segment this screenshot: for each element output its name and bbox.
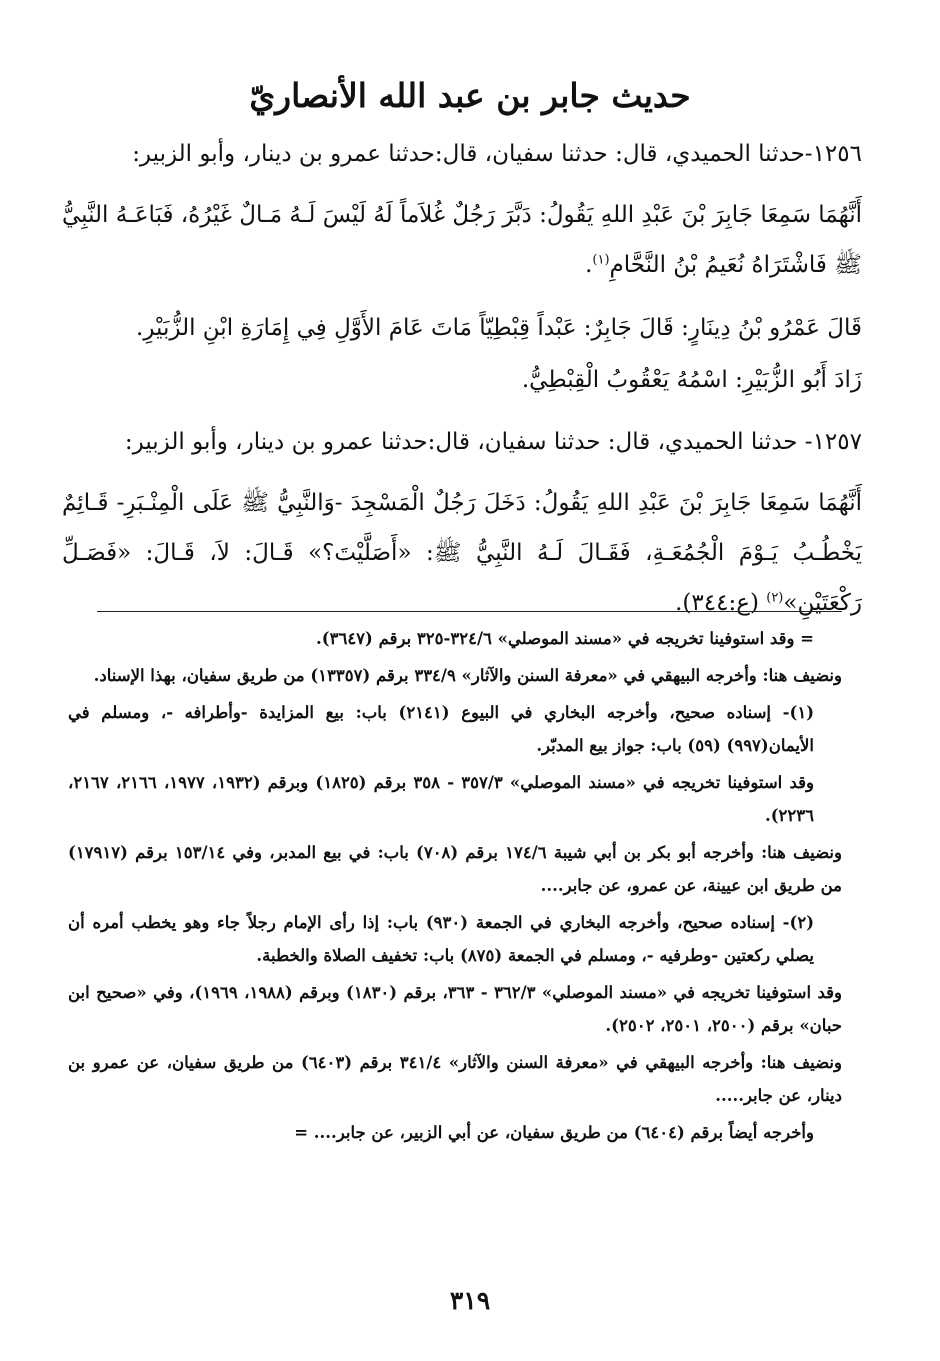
footnote-ref: (١) — [592, 252, 610, 268]
footnotes — [68, 622, 842, 1153]
footnote-paragraph: وقد استوفينا تخريجه في «مسند الموصلي» ٣٦٢/٣ - ٣٦٣، برقم (١٨٣٠) وبرقم (١٩٨٨، ١٩٦٩)، وفي «صحيح ابن حبان» برقم (٢٥٠٠، ٢٥٠١، ٢٥٠٢). — [68, 983, 842, 1035]
footnote-2: (٢)- إسناده صحيح، وأخرجه البخاري في الجمعة (٩٣٠) باب: إذا رأى الإمام رجلاً جاء وهو يخطب أمره أن يصلي ركعتين -وطرفيه -، ومسلم في الجمعة (٨٧٥) باب: تخفيف الصلاة والخطبة. — [68, 913, 814, 965]
hadith-matn — [62, 190, 862, 290]
footnote-paragraph: ونضيف هنا: وأخرجه البيهقي في «معرفة السنن والآثار» ٣٤١/٤ برقم (٦٤٠٣) من طريق سفيان، عن عمرو بن دينار، عن جابر..... — [68, 1053, 842, 1105]
footnote-paragraph: ونضيف هنا: وأخرجه البيهقي في «معرفة السنن والآثار» ٣٣٤/٩ برقم (١٣٣٥٧) من طريق سفيان، بهذا الإسناد. — [93, 666, 842, 685]
hadith-matn-text: أَنَّهُمَا سَمِعَا جَابِرَ بْنَ عَبْدِ اللهِ يَقُولُ: دَبَّرَ رَجُلٌ غُلاَماً لَهُ لَيْسَ لَـهُ مَـالٌ غَيْرُهُ، فَبَاعَـهُ النَّبِيُّ ﷺ فَاشْتَرَاهُ نُعَيمُ بْنُ النَّحَّامِ — [62, 202, 862, 278]
footnote-continuation: = وقد استوفينا تخريجه في «مسند الموصلي» ٣٢٤/٦-٣٢٥ برقم (٣٦٤٧). — [316, 629, 814, 648]
chapter-title: حديث جابر بن عبد الله الأنصاريّ — [249, 76, 691, 115]
main-text — [62, 132, 862, 644]
footnote-paragraph: وقد استوفينا تخريجه في «مسند الموصلي» ٣٥٧/٣ - ٣٥٨ برقم (١٨٢٥) وبرقم (١٩٣٢، ١٩٧٧، ٢١٦٦، ٢١٦٧، ٢٢٣٦). — [68, 773, 814, 825]
page-number: ٣١٩ — [449, 1286, 491, 1315]
hadith-note: قَالَ عَمْرُو بْنُ دِينَارٍ: قَالَ جَابِرٌ: عَبْداً قِبْطِيّاً مَاتَ عَامَ الأَوَّلِ فِي إِمَارَةِ ابْنِ الزُّبَيْرِ. — [136, 315, 862, 341]
footnote-1: (١)- إسناده صحيح، وأخرجه البخاري في البيوع (٢١٤١) باب: بيع المزايدة -وأطرافه -، ومسلم في الأيمان(٩٩٧) (٥٩) باب: جواز بيع المدبّر. — [68, 703, 814, 755]
hadith-isnad: ١٢٥٦-حدثنا الحميدي، قال: حدثنا سفيان، قال:حدثنا عمرو بن دينار، وأبو الزبير: — [132, 141, 862, 167]
hadith-note: زَادَ أَبُو الزُّبَيْرِ: اسْمُهُ يَعْقُوبُ الْقِبْطِيُّ. — [521, 367, 862, 393]
hadith-matn-text: أَنَّهُمَا سَمِعَا جَابِرَ بْنَ عَبْدِ اللهِ يَقُولُ: دَخَلَ رَجُلٌ الْمَسْجِدَ -وَالنَّبِيُّ ﷺ عَلَى الْمِنْـبَرِ- قَـائِمٌ يَخْطُـبُ يَـوْمَ الْجُمُعَـةِ، فَقَـالَ لَـهُ النَّبِيُّ ﷺ: «أَصَلَّيْتَ؟» قَـالَ: لاَ، قَـالَ: «فَصَـلِّ رَكْعَتَيْنِ» — [62, 490, 862, 616]
footnote-paragraph: ونضيف هنا: وأخرجه أبو بكر بن أبي شيبة ١٧٤/٦ برقم (٧٠٨) باب: في بيع المدبر، وفي ١٥٣/١٤ برقم (١٧٩١٧) من طريق ابن عيينة، عن عمرو، عن جابر.... — [68, 843, 842, 895]
hadith-1256 — [62, 132, 862, 404]
hadith-isnad: ١٢٥٧- حدثنا الحميدي، قال: حدثنا سفيان، قال:حدثنا عمرو بن دينار، وأبو الزبير: — [124, 429, 862, 455]
footnote-ref: (٢) — [766, 590, 784, 606]
hadith-matn-end: (ع:٣٤٤). — [675, 590, 767, 616]
hadith-1257 — [62, 420, 862, 628]
footnote-paragraph: وأخرجه أيضاً برقم (٦٤٠٤) من طريق سفيان، عن أبي الزبير، عن جابر.... = — [294, 1123, 814, 1142]
footnote-separator — [97, 611, 842, 612]
hadith-matn-end: . — [585, 252, 593, 278]
hadith-matn — [62, 478, 862, 628]
